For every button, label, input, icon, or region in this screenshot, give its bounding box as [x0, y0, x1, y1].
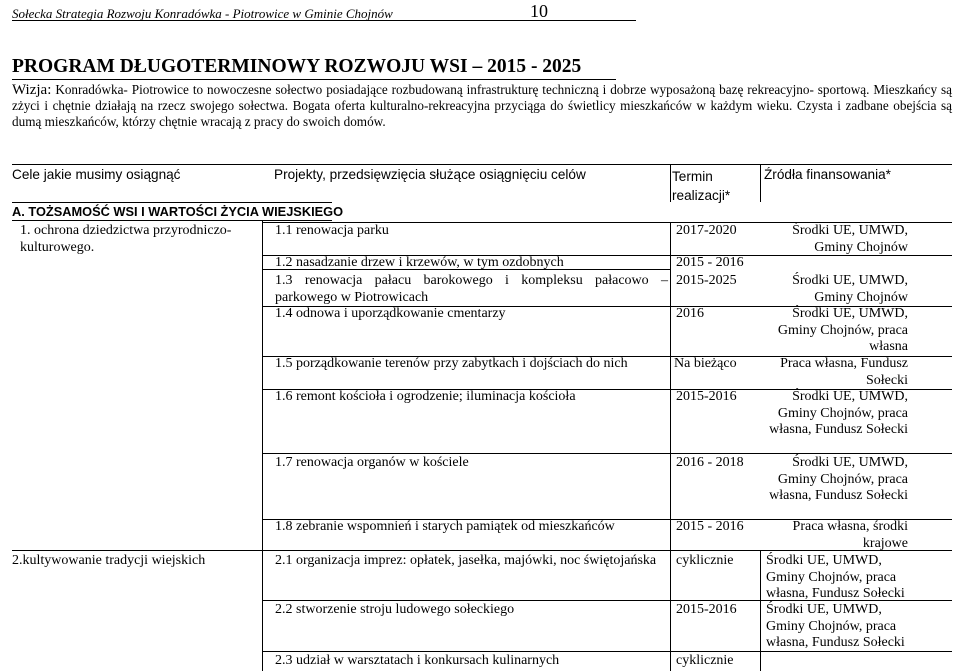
table-rule [262, 453, 952, 454]
vision-text: Konradówka- Piotrowice to nowoczesne sołectwo posiadające rozbudowaną infrastrukturę techniczną i dobrze wyposażoną bazę rekreacyjno- sportową. Mieszkańcy są zżyci i chętnie działają na rzecz swojego sołectwa. Bogata oferta kulturalno-rekreacyjna przyciąga do świetlicy mieszkańców w każdym wieku. Czysta i zadbane obejścia są dumą mieszkańców, którzy chętnie wracają z pracy do swoich domów. [12, 82, 953, 129]
project-1-3: 1.3 renowacja pałacu barokowego i kompleksu pałacowo – parkowego w Piotrowicach [275, 273, 668, 305]
source-2-1: Środki UE, UMWD, Gminy Chojnów, praca własna, Fundusz Sołecki [766, 553, 905, 601]
header-title: Sołecka Strategia Rozwoju Konradówka - Piotrowice w Gminie Chojnów [12, 6, 393, 21]
term-1-1: 2017-2020 [676, 223, 737, 238]
term-1-3: 2015-2025 [676, 273, 737, 288]
table-col-divider [670, 222, 671, 671]
goal-2: 2.kultywowanie tradycji wiejskich [12, 553, 206, 568]
project-1-7: 1.7 renowacja organów w kościele [275, 455, 469, 470]
term-1-2: 2015 - 2016 [676, 255, 744, 270]
vision-paragraph [12, 82, 952, 130]
col-header-projects: Projekty, przedsięwzięcia służące osiągnięciu celów [274, 167, 586, 182]
table-col-divider [262, 220, 263, 671]
table-col-divider [760, 551, 761, 671]
table-rule [12, 202, 332, 203]
col-header-term: Termin realizacji* [672, 169, 731, 203]
term-2-3: cyklicznie [676, 653, 734, 668]
table-border-top [12, 164, 952, 165]
project-2-1: 2.1 organizacja imprez: opłatek, jasełka, majówki, noc świętojańska [275, 553, 657, 568]
term-1-8: 2015 - 2016 [676, 519, 744, 534]
page-header [12, 0, 636, 22]
term-1-5: Na bieżąco [674, 356, 737, 371]
project-1-8: 1.8 zebranie wspomnień i starych pamiątek od mieszkańców [275, 519, 615, 534]
project-1-1: 1.1 renowacja parku [275, 223, 389, 238]
goal-1: 1. ochrona dziedzictwa przyrodniczo-kulturowego. [20, 223, 232, 255]
project-1-6: 1.6 remont kościoła i ogrodzenie; iluminacja kościoła [275, 389, 576, 404]
project-2-2: 2.2 stworzenie stroju ludowego sołeckiego [275, 602, 515, 617]
term-1-6: 2015-2016 [676, 389, 737, 404]
page-title: PROGRAM DŁUGOTERMINOWY ROZWOJU WSI – 2015 - 2025 [12, 56, 582, 77]
header-rule [12, 20, 636, 21]
title-underline [12, 79, 616, 80]
page-number: 10 [530, 1, 548, 21]
source-1-5: Praca własna, Fundusz Sołecki [780, 356, 908, 388]
source-1-6: Środki UE, UMWD, Gminy Chojnów, praca własna, Fundusz Sołecki [769, 389, 908, 437]
source-1-4: Środki UE, UMWD, Gminy Chojnów, praca własna [777, 306, 908, 354]
project-2-3: 2.3 udział w warsztatach i konkursach kulinarnych [275, 653, 560, 668]
project-1-5: 1.5 porządkowanie terenów przy zabytkach i dojściach do nich [275, 356, 628, 371]
col-header-funding: Źródła finansowania* [764, 167, 891, 182]
table-col-divider [670, 164, 671, 202]
table-col-divider [760, 164, 761, 202]
col-header-goals: Cele jakie musimy osiągnąć [12, 167, 181, 182]
source-1-3: Środki UE, UMWD, Gminy Chojnów [792, 273, 908, 305]
source-1-7: Środki UE, UMWD, Gminy Chojnów, praca własna, Fundusz Sołecki [769, 455, 908, 503]
project-1-2: 1.2 nasadzanie drzew i krzewów, w tym ozdobnych [275, 255, 564, 270]
table-rule [12, 220, 332, 221]
source-2-2: Środki UE, UMWD, Gminy Chojnów, praca własna, Fundusz Sołecki [766, 602, 905, 650]
source-1-8: Praca własna, środki krajowe [792, 519, 908, 551]
project-1-4: 1.4 odnowa i uporządkowanie cmentarzy [275, 306, 506, 321]
term-1-4: 2016 [676, 306, 704, 321]
vision-label: Wizja: [12, 82, 52, 98]
term-2-2: 2015-2016 [676, 602, 737, 617]
section-a-heading: A. TOŻSAMOŚĆ WSI I WARTOŚCI ŻYCIA WIEJSKIEGO [12, 204, 344, 219]
source-1-1: Środki UE, UMWD, Gminy Chojnów [792, 223, 908, 255]
term-2-1: cyklicznie [676, 553, 734, 568]
term-1-7: 2016 - 2018 [676, 455, 744, 470]
